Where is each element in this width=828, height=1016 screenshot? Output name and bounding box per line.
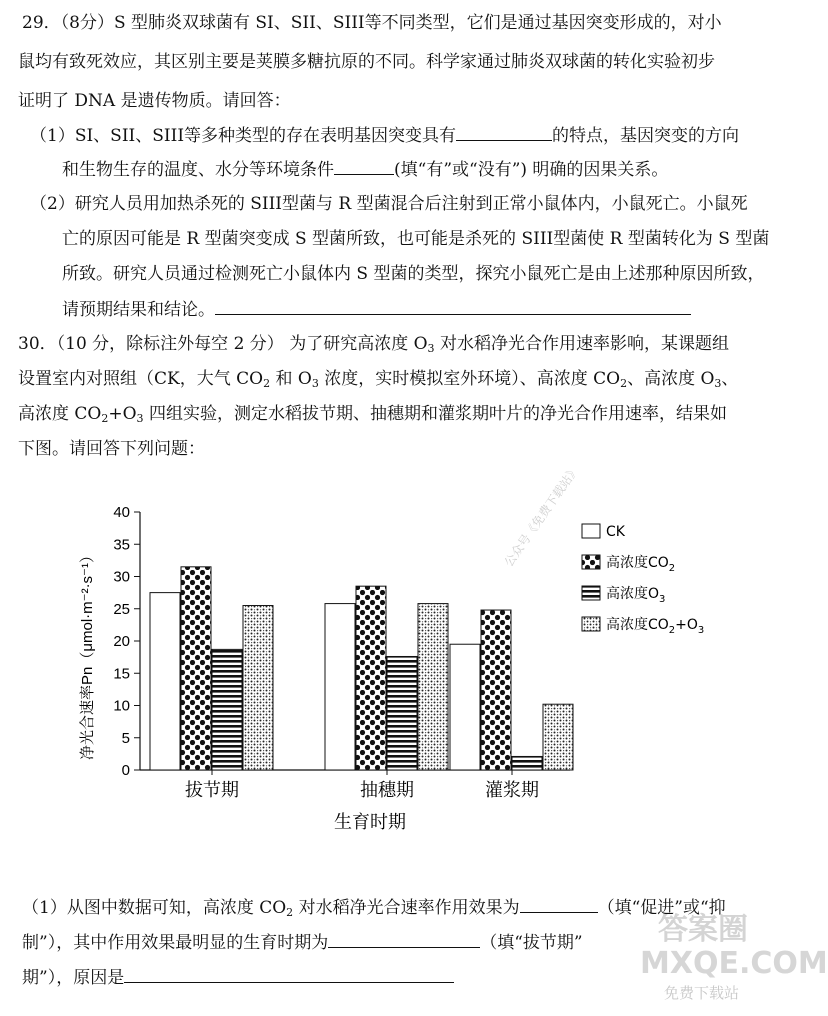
bar-0-1 bbox=[181, 567, 211, 770]
q30-sub: 3 bbox=[427, 342, 435, 355]
side-watermark: 公众号《免费下载站》 bbox=[501, 462, 582, 570]
bar-1-1 bbox=[356, 586, 386, 770]
y-tick-label: 40 bbox=[113, 504, 130, 521]
y-tick-label: 0 bbox=[121, 762, 130, 779]
q29-sub2-text-4: 请预期结果和结论。 bbox=[62, 300, 215, 320]
q30-sub: 2 bbox=[620, 377, 628, 390]
q29-line2: 鼠均有致死效应，其区别主要是荚膜多糖抗原的不同。科学家通过肺炎双球菌的转化实验初步 bbox=[18, 52, 715, 72]
q30-sub: 2 bbox=[263, 377, 271, 390]
answer-blank-4[interactable] bbox=[520, 896, 598, 913]
answer-blank-3[interactable] bbox=[215, 298, 691, 315]
q30-s1-c: （填“促进”或“抑 bbox=[597, 898, 726, 918]
y-tick-label: 35 bbox=[113, 536, 130, 554]
legend-swatch bbox=[582, 617, 600, 631]
q30-sub1-line1 bbox=[22, 896, 726, 919]
q30-line1-a: 30．（10 分，除标注外每空 2 分） 为了研究高浓度 O bbox=[18, 334, 428, 354]
q30-line3-a: 高浓度 CO bbox=[18, 404, 102, 424]
q30-line2-d: 、高浓度 O bbox=[627, 369, 715, 389]
logo-watermark: 答案圈 bbox=[658, 912, 748, 947]
legend-swatch bbox=[582, 524, 600, 538]
q30-line2-b: 和 O bbox=[270, 369, 312, 389]
bar-2-0 bbox=[450, 644, 480, 770]
q29-line1: 29．（8分）S 型肺炎双球菌有 SI、SII、SIII等不同类型，它们是通过基因突变形成的，对小 bbox=[22, 13, 722, 33]
logo-watermark-url: MXQE.COM bbox=[640, 946, 828, 981]
q30-line2 bbox=[18, 368, 738, 390]
q30-sub: 3 bbox=[311, 377, 319, 390]
q29-sub2-line1: （2）研究人员用加热杀死的 SIII型菌与 R 型菌混合后注射到正常小鼠体内，小鼠死亡。小鼠死 bbox=[30, 194, 748, 214]
q30-line2-e: 、 bbox=[721, 369, 739, 389]
y-tick-label: 30 bbox=[113, 568, 130, 586]
q29-sub2-line2: 亡的原因可能是 R 型菌突变成 S 型菌所致，也可能是杀死的 SIII型菌使 R 型菌转化为 S 型菌 bbox=[62, 229, 770, 249]
bar-0-2 bbox=[212, 649, 242, 770]
q29-sub1-text-d: (填“有”或“没有”) 明确的因果关系。 bbox=[394, 160, 669, 180]
q30-line1-b: 对水稻净光合作用速率影响，某课题组 bbox=[434, 334, 729, 354]
y-tick-label: 25 bbox=[113, 600, 130, 618]
legend-label: 高浓度$CO_2$ bbox=[606, 555, 676, 574]
chart-legend bbox=[582, 524, 704, 636]
answer-blank-5[interactable] bbox=[328, 931, 480, 948]
q30-line2-a: 设置室内对照组（CK，大气 CO bbox=[18, 369, 264, 389]
q30-s1-e: （填“拔节期” bbox=[480, 933, 583, 953]
chart-bars bbox=[150, 567, 573, 770]
q30-s1-f: 期”），原因是 bbox=[22, 968, 125, 988]
y-tick-label: 15 bbox=[113, 665, 130, 683]
q30-s1-d: 制”），其中作用效果最明显的生育时期为 bbox=[22, 933, 329, 953]
y-axis-label: 净光合速率Pn（μmol·m⁻²·s⁻¹） bbox=[79, 548, 96, 760]
legend-label: 高浓度$O_3$ bbox=[606, 586, 666, 605]
bar-1-2 bbox=[387, 656, 417, 770]
y-tick-label: 5 bbox=[121, 729, 130, 747]
q30-line3 bbox=[18, 403, 727, 425]
answer-blank-2[interactable] bbox=[334, 158, 394, 175]
legend-label: 高浓度$CO_2+O_3$ bbox=[606, 617, 705, 636]
bar-0-0 bbox=[150, 593, 180, 770]
x-category-label: 抽穗期 bbox=[360, 780, 414, 801]
q30-s1-b: 对水稻净光合速率作用效果为 bbox=[293, 898, 520, 918]
q30-line1 bbox=[18, 333, 729, 355]
net-photosynthesis-bar-chart bbox=[70, 500, 730, 850]
y-tick-label: 10 bbox=[113, 697, 130, 715]
q30-sub: 3 bbox=[714, 377, 722, 390]
q29-sub1-text-a: （1）SI、SII、SIII等多种类型的存在表明基因突变具有 bbox=[30, 126, 457, 146]
q30-sub: 3 bbox=[136, 412, 144, 425]
legend-swatch bbox=[582, 586, 600, 600]
logo-watermark-sub: 免费下载站 bbox=[664, 984, 740, 1002]
q30-line2-c: 浓度，实时模拟室外环境）、高浓度 CO bbox=[318, 369, 621, 389]
q29-sub2-line4 bbox=[62, 298, 691, 321]
bar-2-1 bbox=[481, 610, 511, 770]
q30-s1-a: （1）从图中数据可知，高浓度 CO bbox=[22, 898, 287, 918]
bar-1-0 bbox=[325, 604, 355, 770]
q29-sub1-text-c: 和生物生存的温度、水分等环境条件 bbox=[62, 160, 334, 180]
q30-sub1-line3 bbox=[22, 966, 454, 989]
q29-sub2-line3: 所致。研究人员通过检测死亡小鼠体内 S 型菌的类型，探究小鼠死亡是由上述那种原因所致， bbox=[62, 264, 765, 284]
q30-line4: 下图。请回答下列问题： bbox=[18, 439, 205, 459]
q30-sub: 2 bbox=[286, 906, 294, 919]
bar-2-3 bbox=[543, 704, 573, 770]
answer-blank-6[interactable] bbox=[124, 966, 454, 983]
q29-sub1-text-b: 的特点，基因突变的方向 bbox=[552, 126, 740, 146]
bar-1-3 bbox=[418, 604, 448, 770]
legend-swatch bbox=[582, 555, 600, 569]
bar-0-3 bbox=[243, 606, 273, 770]
q30-line3-b: +O bbox=[108, 404, 137, 424]
bar-2-2 bbox=[512, 756, 542, 770]
y-tick-label: 20 bbox=[113, 633, 130, 650]
x-category-label: 拔节期 bbox=[185, 780, 239, 801]
q29-sub1-line1 bbox=[30, 124, 739, 147]
q30-sub: 2 bbox=[101, 412, 109, 425]
legend-label: CK bbox=[606, 524, 625, 540]
x-category-label: 灌浆期 bbox=[485, 780, 539, 801]
q29-sub1-line2 bbox=[62, 158, 668, 181]
q29-line3: 证明了 DNA 是遗传物质。请回答： bbox=[18, 91, 291, 111]
q30-line3-c: 四组实验，测定水稻拔节期、抽穗期和灌浆期叶片的净光合作用速率，结果如 bbox=[143, 404, 727, 424]
q30-sub1-line2 bbox=[22, 931, 583, 954]
answer-blank-1[interactable] bbox=[456, 124, 552, 141]
x-axis-label: 生育时期 bbox=[334, 812, 406, 833]
